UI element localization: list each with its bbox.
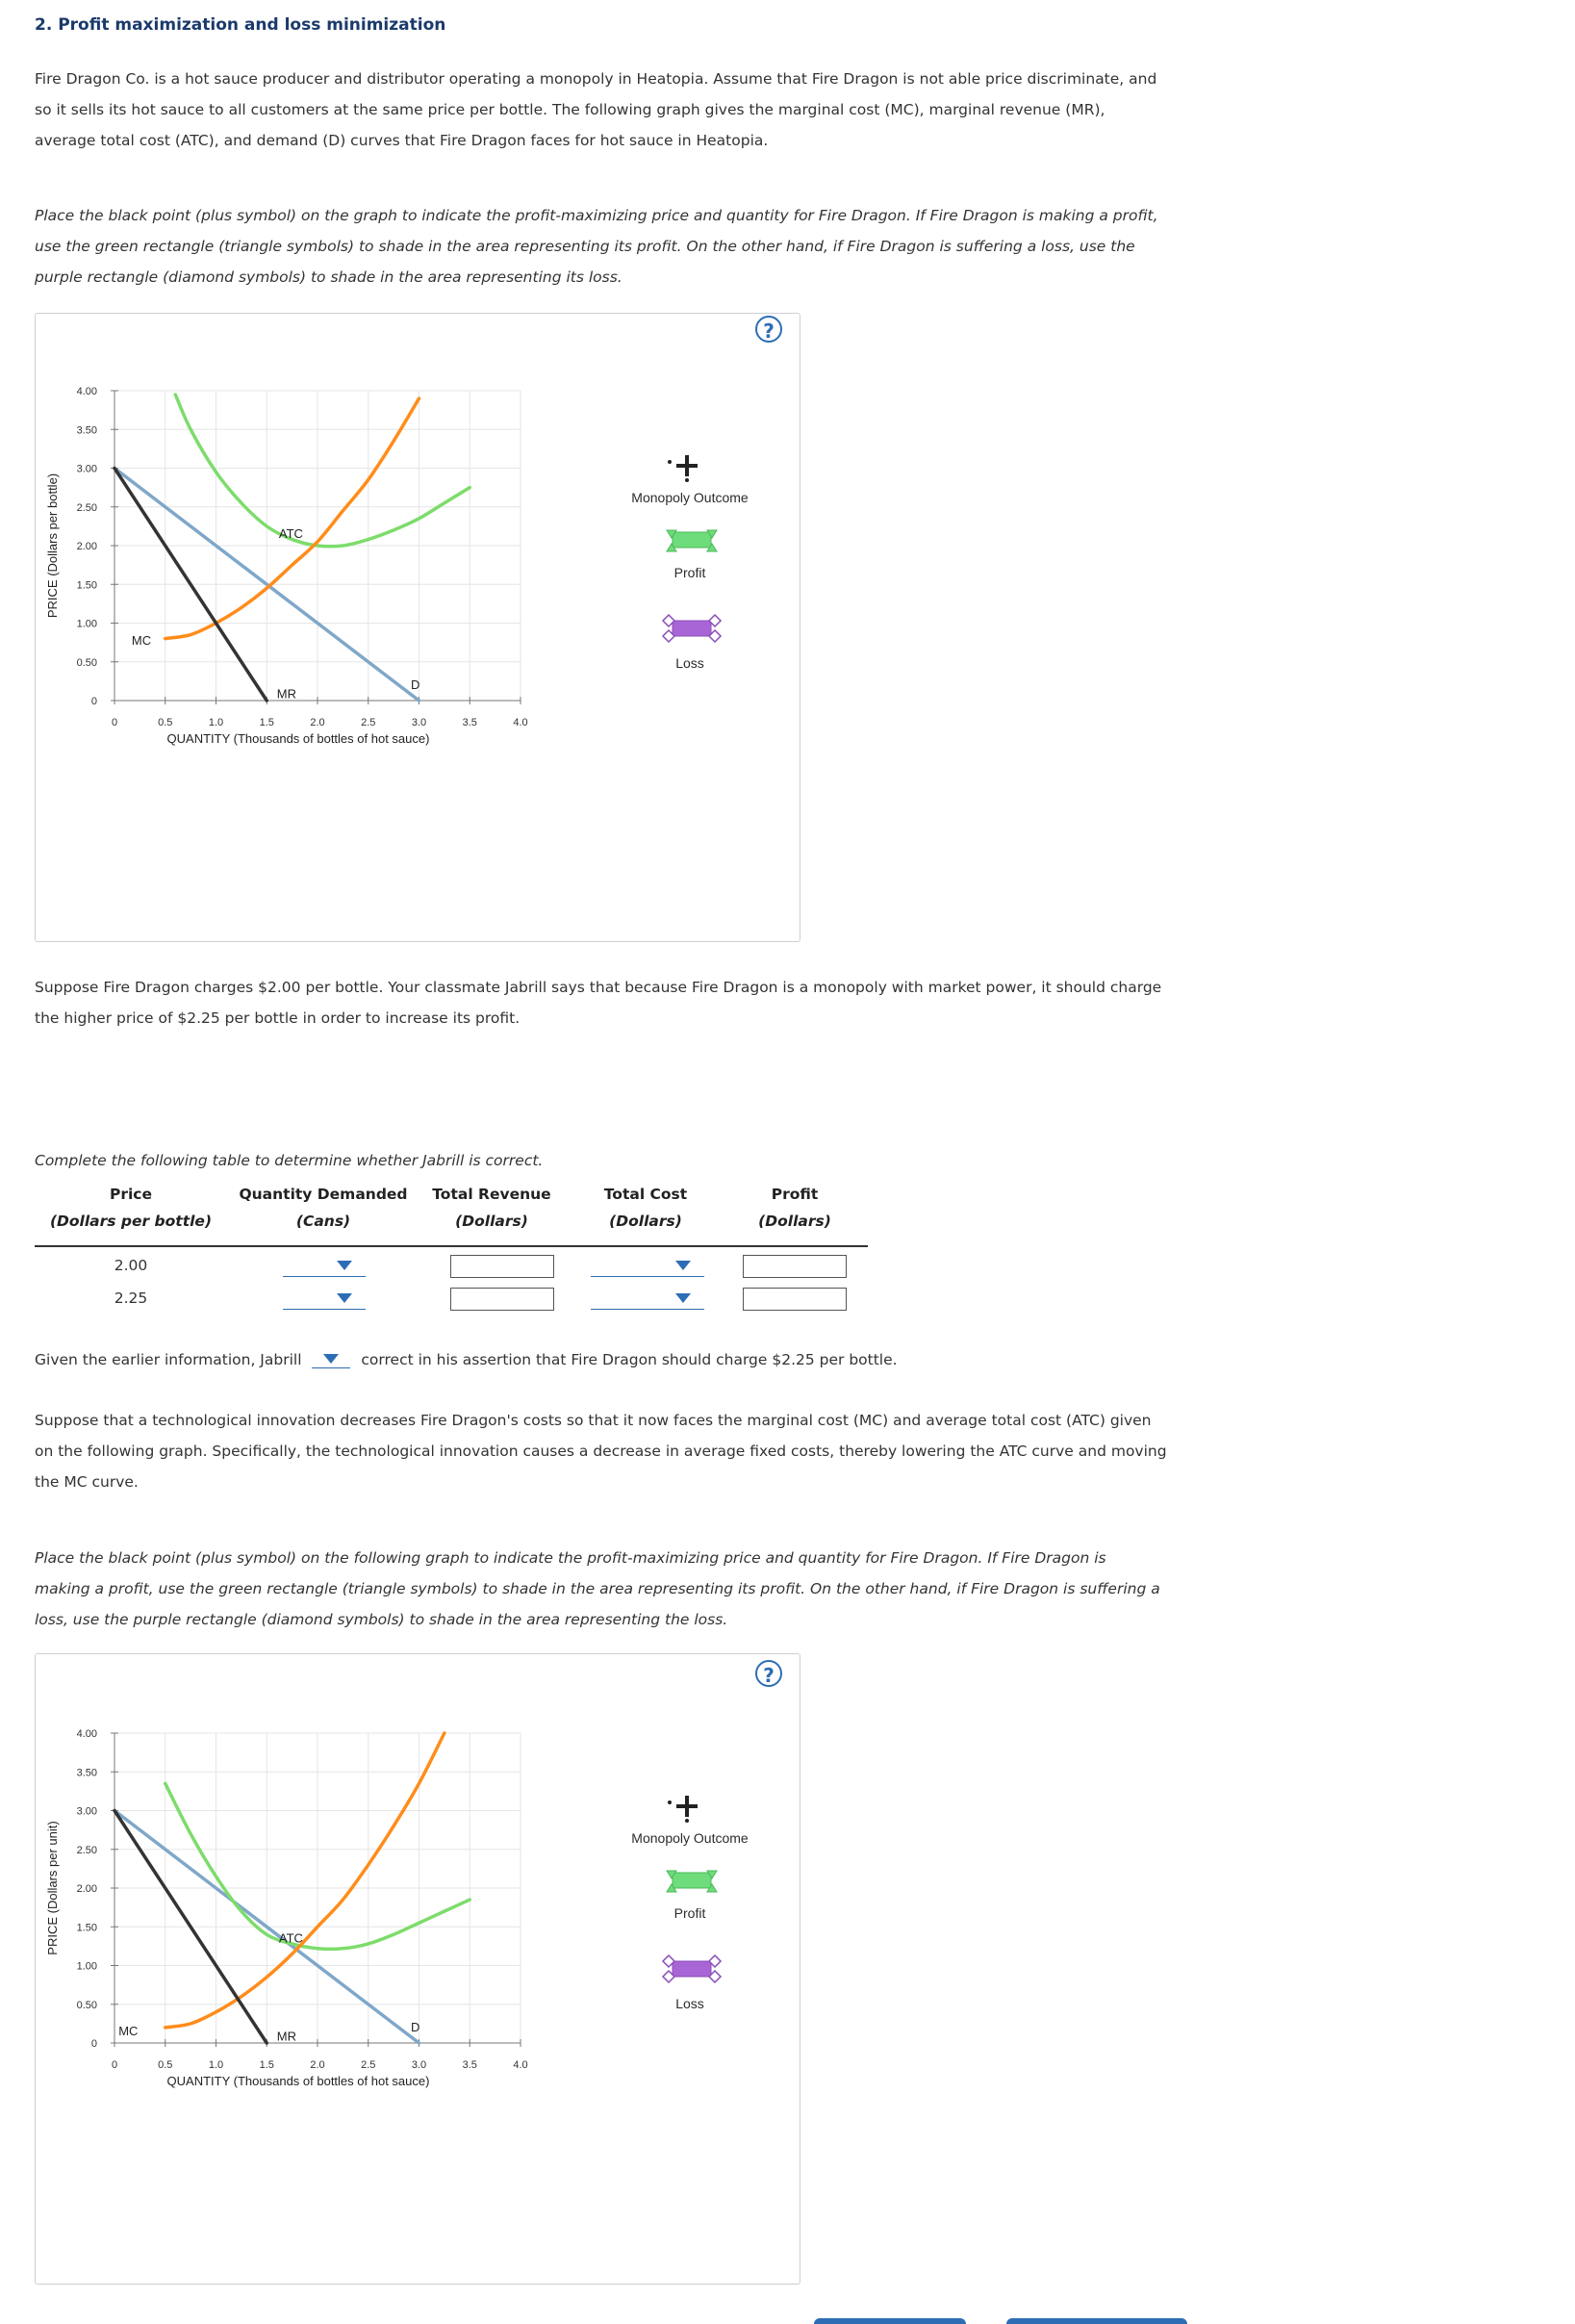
x-axis-label: QUANTITY (Thousands of bottles of hot sauce) (166, 731, 430, 746)
y-tick-label: 4.00 (76, 386, 97, 397)
profit-rectangle-tool-icon[interactable] (667, 530, 717, 551)
header-total-cost-unit: (Dollars) (609, 1213, 682, 1230)
x-tick-label: 2.5 (361, 717, 376, 728)
series-atc-line (175, 395, 470, 547)
graph-panel-2 (35, 1653, 800, 2285)
y-axis-label: PRICE (Dollars per unit) (45, 1821, 60, 1955)
x-tick-label: 4.0 (513, 717, 528, 728)
profit-label: Profit (673, 1905, 706, 1921)
loss-label: Loss (675, 655, 704, 671)
assertion-after: correct in his assertion that Fire Dragon should charge $2.25 per bottle. (361, 1351, 898, 1368)
y-tick-label: 3.00 (76, 463, 97, 475)
chart-2[interactable] (36, 1695, 574, 2272)
instruction-line: loss, use the purple rectangle (diamond symbols) to shade in the area representing the loss. (35, 1611, 728, 1628)
instruction-paragraph-1 (35, 200, 1228, 293)
x-tick-label: 4.0 (513, 2059, 528, 2071)
chevron-down-icon (675, 1293, 691, 1303)
row-price: 2.00 (114, 1257, 148, 1274)
profit-input-row1[interactable] (743, 1255, 847, 1278)
y-axis-label: PRICE (Dollars per bottle) (45, 472, 60, 619)
y-tick-label: 3.00 (76, 1805, 97, 1818)
x-tick-label: 2.0 (310, 717, 325, 728)
table-intro: Complete the following table to determine whether Jabrill is correct. (35, 1152, 544, 1169)
assertion-sentence (35, 1344, 1247, 1375)
loss-label: Loss (675, 1996, 704, 2011)
innovation-line: on the following graph. Specifically, the technological innovation causes a decrease in average fixed costs, thereby lowering the ATC curve and moving (35, 1443, 1167, 1460)
x-tick-label: 3.5 (462, 717, 477, 728)
intro-line: average total cost (ATC), and demand (D) curves that Fire Dragon faces for hot sauce in Heatopia. (35, 132, 769, 149)
loss-rectangle-tool-icon[interactable] (663, 1955, 721, 1982)
total-revenue-input-row1[interactable] (450, 1255, 554, 1278)
assertion-before: Given the earlier information, Jabrill (35, 1351, 302, 1368)
legend-1 (594, 444, 786, 771)
scenario-line: Suppose Fire Dragon charges $2.00 per bottle. Your classmate Jabrill says that because Fire Dragon is a monopoly with market power, it should charge (35, 979, 1162, 996)
y-tick-label: 2.00 (76, 541, 97, 552)
x-tick-label: 1.0 (208, 2059, 224, 2071)
x-tick-label: 3.0 (411, 717, 427, 728)
quantity-dropdown-row1[interactable] (283, 1255, 366, 1277)
plot-area (45, 1728, 528, 2088)
profit-label: Profit (673, 565, 706, 580)
x-tick-label: 1.5 (259, 2059, 274, 2071)
y-tick-label: 4.00 (76, 1728, 97, 1740)
instruction-line: making a profit, use the green rectangle (triangle symbols) to shade in the area representing its profit. On the other hand, if Fire Dragon is suffering a (35, 1580, 1160, 1597)
header-price: Price (109, 1186, 153, 1203)
plus-tool-icon[interactable] (668, 1796, 698, 1823)
y-tick-label: 1.00 (76, 1960, 97, 1973)
curve-label-d: D (411, 2019, 420, 2034)
x-tick-label: 2.0 (310, 2059, 325, 2071)
x-tick-label: 0 (111, 2059, 118, 2071)
total-revenue-input-row2[interactable] (450, 1288, 554, 1311)
y-tick-label: 1.50 (76, 579, 97, 592)
x-tick-label: 3.0 (411, 2059, 427, 2071)
profit-rectangle-tool-icon[interactable] (667, 1871, 717, 1892)
y-tick-label: 2.50 (76, 501, 97, 514)
curve-label-mc: MC (131, 633, 152, 649)
y-tick-label: 0 (90, 2038, 97, 2050)
total-cost-dropdown-row1[interactable] (591, 1255, 704, 1277)
x-tick-label: 1.5 (259, 717, 274, 728)
x-axis-label: QUANTITY (Thousands of bottles of hot sauce) (166, 2074, 430, 2088)
row-price: 2.25 (114, 1290, 148, 1307)
scenario-line: the higher price of $2.25 per bottle in order to increase its profit. (35, 1009, 521, 1027)
intro-line: so it sells its hot sauce to all customers at the same price per bottle. The following graph gives the marginal cost (MC), marginal revenue (MR), (35, 101, 1105, 118)
instruction-line: purple rectangle (diamond symbols) to shade in the area representing its loss. (35, 268, 622, 286)
grade-button[interactable] (814, 2318, 966, 2324)
intro-line: Fire Dragon Co. is a hot sauce producer and distributor operating a monopoly in Heatopia. Assume that Fire Dragon is not able price discriminate, and (35, 70, 1157, 88)
monopoly-outcome-label: Monopoly Outcome (631, 490, 749, 505)
innovation-paragraph (35, 1405, 1228, 1497)
x-tick-label: 1.0 (208, 717, 224, 728)
innovation-line: the MC curve. (35, 1473, 139, 1491)
y-tick-label: 1.50 (76, 1922, 97, 1934)
instruction-paragraph-2 (35, 1543, 1228, 1635)
y-tick-label: 0 (90, 696, 97, 707)
monopoly-outcome-label: Monopoly Outcome (631, 1830, 749, 1846)
y-tick-label: 1.00 (76, 618, 97, 630)
header-quantity-unit: (Cans) (295, 1213, 351, 1230)
curve-label-atc: ATC (278, 1930, 303, 1946)
header-quantity: Quantity Demanded (239, 1186, 408, 1203)
intro-paragraph (35, 64, 1228, 156)
header-total-revenue-unit: (Dollars) (455, 1213, 528, 1230)
header-profit: Profit (771, 1186, 819, 1203)
curve-label-mc: MC (118, 2023, 139, 2038)
jabrill-correct-dropdown[interactable] (312, 1348, 350, 1368)
plus-tool-icon[interactable] (668, 455, 698, 482)
plot-area (45, 386, 528, 746)
instruction-line: Place the black point (plus symbol) on the graph to indicate the profit-maximizing price and quantity for Fire Dragon. If Fire Dragon is making a profit, (35, 207, 1158, 224)
help-icon[interactable]: ? (755, 316, 782, 343)
chevron-down-icon (337, 1293, 352, 1303)
section-title: 2. Profit maximization and loss minimization (35, 15, 446, 35)
y-tick-label: 3.50 (76, 424, 97, 437)
chevron-down-icon (323, 1354, 339, 1364)
total-cost-dropdown-row2[interactable] (591, 1288, 704, 1310)
y-tick-label: 0.50 (76, 1999, 97, 2011)
quantity-dropdown-row2[interactable] (283, 1288, 366, 1310)
header-profit-unit: (Dollars) (758, 1213, 831, 1230)
y-tick-label: 2.50 (76, 1844, 97, 1856)
profit-input-row2[interactable] (743, 1288, 847, 1311)
chart-1[interactable] (36, 352, 574, 930)
curve-label-mr: MR (276, 2029, 297, 2044)
help-icon[interactable]: ? (755, 1660, 782, 1687)
header-divider (35, 1245, 868, 1247)
x-tick-label: 2.5 (361, 2059, 376, 2071)
chevron-down-icon (675, 1261, 691, 1270)
y-tick-label: 3.50 (76, 1767, 97, 1779)
legend-2 (594, 1784, 786, 2111)
x-tick-label: 3.5 (462, 2059, 477, 2071)
x-tick-label: 0.5 (158, 2059, 173, 2071)
instruction-line: use the green rectangle (triangle symbols) to shade in the area representing its profit. On the other hand, if Fire Dragon is suffering a loss, use the (35, 238, 1135, 255)
y-tick-label: 0.50 (76, 656, 97, 669)
header-total-cost: Total Cost (603, 1186, 688, 1203)
scenario-paragraph (35, 972, 1228, 1034)
chevron-down-icon (337, 1261, 352, 1270)
innovation-line: Suppose that a technological innovation decreases Fire Dragon's costs so that it now faces the marginal cost (MC) and average total cost (ATC) given (35, 1412, 1152, 1429)
instruction-line: Place the black point (plus symbol) on the following graph to indicate the profit-maximizing price and quantity for Fire Dragon. If Fire Dragon is (35, 1549, 1106, 1567)
curve-label-atc: ATC (278, 525, 303, 541)
loss-rectangle-tool-icon[interactable] (663, 615, 721, 642)
x-tick-label: 0.5 (158, 717, 173, 728)
graph-panel-1 (35, 313, 800, 942)
header-total-revenue: Total Revenue (432, 1186, 551, 1203)
curve-label-mr: MR (276, 686, 297, 702)
x-tick-label: 0 (111, 717, 118, 728)
submit-button[interactable] (1006, 2318, 1187, 2324)
y-tick-label: 2.00 (76, 1883, 97, 1895)
curve-label-d: D (411, 677, 420, 692)
header-price-unit: (Dollars per bottle) (49, 1213, 213, 1230)
